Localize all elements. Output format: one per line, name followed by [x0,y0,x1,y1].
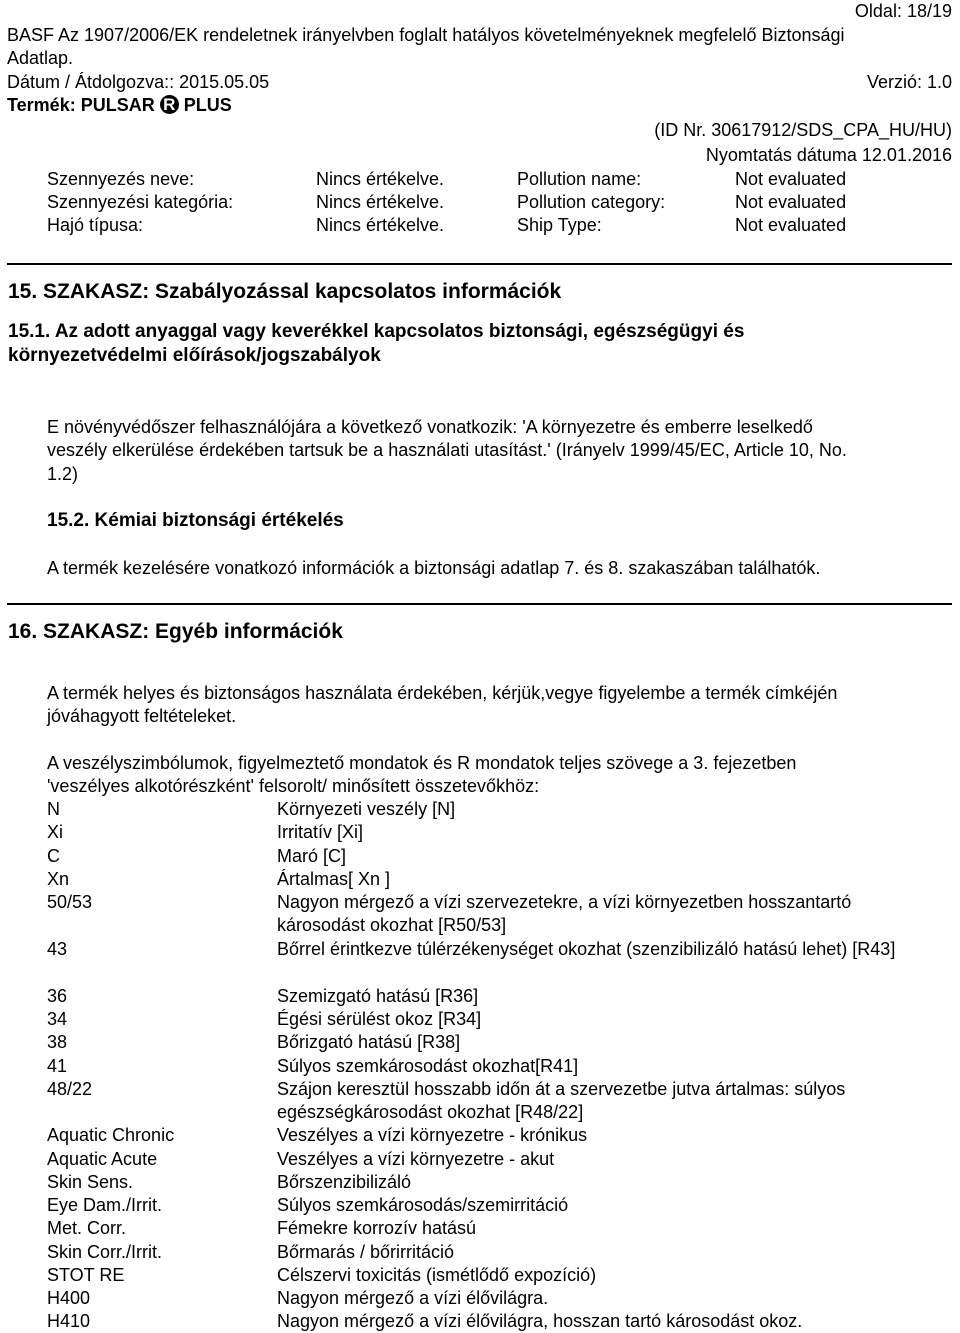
paragraph-line: 1.2) [47,464,79,484]
registered-mark-icon: R [160,95,179,114]
section-divider [7,263,952,265]
hazard-description: Bőrmarás / bőrirritáció [277,1242,455,1262]
pollution-value-en: Not evaluated [735,215,847,235]
hazard-code: H400 [47,1288,91,1308]
pollution-label-hu: Szennyezés neve: [47,169,195,189]
hazard-description: Célszervi toxicitás (ismétlődő expozíció) [277,1265,597,1285]
hazard-description: Nagyon mérgező a vízi szervezetekre, a vízi környezetben hosszantartó károsodást okozhat [R50/53] [277,892,852,935]
hazard-description: Égési sérülést okoz [R34] [277,1009,482,1029]
hazard-code: Xi [47,822,64,842]
hazard-description: Szájon keresztül hosszabb időn át a szervezetbe jutva ártalmas: súlyos egészségkárosodást okozhat [R48/22] [277,1079,846,1122]
section-16-title: 16. SZAKASZ: Egyéb információk [8,620,343,643]
paragraph-line: jóváhagyott feltételeket. [47,706,237,726]
hazard-description: Maró [C] [277,846,347,866]
hazard-description: Ártalmas[ Xn ] [277,869,391,889]
hazard-code: Aquatic Acute [47,1149,158,1169]
hazard-code: N [47,799,60,819]
hazard-code: 41 [47,1056,68,1076]
hazard-code: Eye Dam./Irrit. [47,1195,163,1215]
document-title-line1: BASF Az 1907/2006/EK rendeletnek irányelvben foglalt hatályos követelményeknek megfelelő Biztonsági [7,25,845,45]
print-date: Nyomtatás dátuma 12.01.2016 [705,145,952,165]
hazard-description: Bőrrel érintkezve túlérzékenységet okozhat (szenzibilizáló hatású lehet) [R43] [277,939,896,959]
pollution-value-hu: Nincs értékelve. [316,192,445,212]
pollution-label-en: Ship Type: [517,215,602,235]
hazard-description: Környezeti veszély [N] [277,799,456,819]
pollution-label-hu: Szennyezési kategória: [47,192,234,212]
hazard-code: Xn [47,869,70,889]
product-line [7,94,232,117]
hazard-code: H410 [47,1311,91,1331]
hazard-code: STOT RE [47,1265,125,1285]
pollution-value-en: Not evaluated [735,192,847,212]
hazard-code: 38 [47,1032,68,1052]
hazard-description: Súlyos szemkárosodást okozhat[R41] [277,1056,579,1076]
subsection-15-1-line1: 15.1. Az adott anyaggal vagy keverékkel kapcsolatos biztonsági, egészségügyi és [8,321,745,342]
hazard-description: Bőrszenzibilizáló [277,1172,412,1192]
hazard-description: Nagyon mérgező a vízi élővilágra. [277,1288,549,1308]
subsection-15-2-title: 15.2. Kémiai biztonsági értékelés [47,510,344,531]
paragraph-line: A termék kezelésére vonatkozó információk a biztonsági adatlap 7. és 8. szakaszában találhatók. [47,558,821,578]
hazard-code: Aquatic Chronic [47,1125,175,1145]
section-15-title: 15. SZAKASZ: Szabályozással kapcsolatos információk [8,280,562,303]
hazard-code: 48/22 [47,1079,93,1099]
subsection-15-1-line2: környezetvédelmi előírások/jogszabályok [8,345,381,366]
hazard-code: 43 [47,939,68,959]
hazard-code: C [47,846,60,866]
document-id: (ID Nr. 30617912/SDS_CPA_HU/HU) [654,120,952,140]
hazard-description: Súlyos szemkárosodás/szemirritáció [277,1195,569,1215]
hazard-description: Nagyon mérgező a vízi élővilágra, hosszan tartó károsodást okoz. [277,1311,803,1331]
hazard-description: Szemizgató hatású [R36] [277,986,479,1006]
product-suffix: PLUS [178,95,232,115]
pollution-value-hu: Nincs értékelve. [316,169,445,189]
hazard-description: Bőrizgató hatású [R38] [277,1032,461,1052]
version: Verzió: 1.0 [866,72,952,92]
pollution-value-en: Not evaluated [735,169,847,189]
hazard-description: Veszélyes a vízi környezetre - akut [277,1149,555,1169]
paragraph-line: veszély elkerülése érdekében tartsuk be a használati utasítást.' (Irányelv 1999/45/EC, Article 10, No. [47,440,847,460]
product-label: Termék: [7,95,81,115]
document-title-line2: Adatlap. [7,48,74,68]
hazard-code: Met. Corr. [47,1218,127,1238]
product-name: PULSAR [80,95,155,115]
pollution-value-hu: Nincs értékelve. [316,215,445,235]
hazard-code: 36 [47,986,68,1006]
hazard-code: Skin Corr./Irrit. [47,1242,163,1262]
paragraph-line: 'veszélyes alkotórészként' felsorolt/ minősített összetevőkhöz: [47,776,540,796]
revision-date: Dátum / Átdolgozva:: 2015.05.05 [7,72,270,92]
hazard-code: Skin Sens. [47,1172,134,1192]
hazard-description: Veszélyes a vízi környezetre - krónikus [277,1125,588,1145]
page-number: Oldal: 18/19 [854,1,952,21]
pollution-label-en: Pollution name: [517,169,642,189]
hazard-code: 50/53 [47,892,93,912]
hazard-description: Fémekre korrozív hatású [277,1218,477,1238]
pollution-label-en: Pollution category: [517,192,666,212]
paragraph-line: A veszélyszimbólumok, figyelmeztető mondatok és R mondatok teljes szövege a 3. fejezetben [47,753,797,773]
paragraph-line: E növényvédőszer felhasználójára a következő vonatkozik: 'A környezetre és emberre leselkedő [47,417,813,437]
section-divider [7,603,952,605]
pollution-label-hu: Hajó típusa: [47,215,144,235]
paragraph-line: A termék helyes és biztonságos használata érdekében, kérjük,vegye figyelembe a termék címkéjén [47,683,838,703]
hazard-description: Irritatív [Xi] [277,822,364,842]
hazard-code: 34 [47,1009,68,1029]
